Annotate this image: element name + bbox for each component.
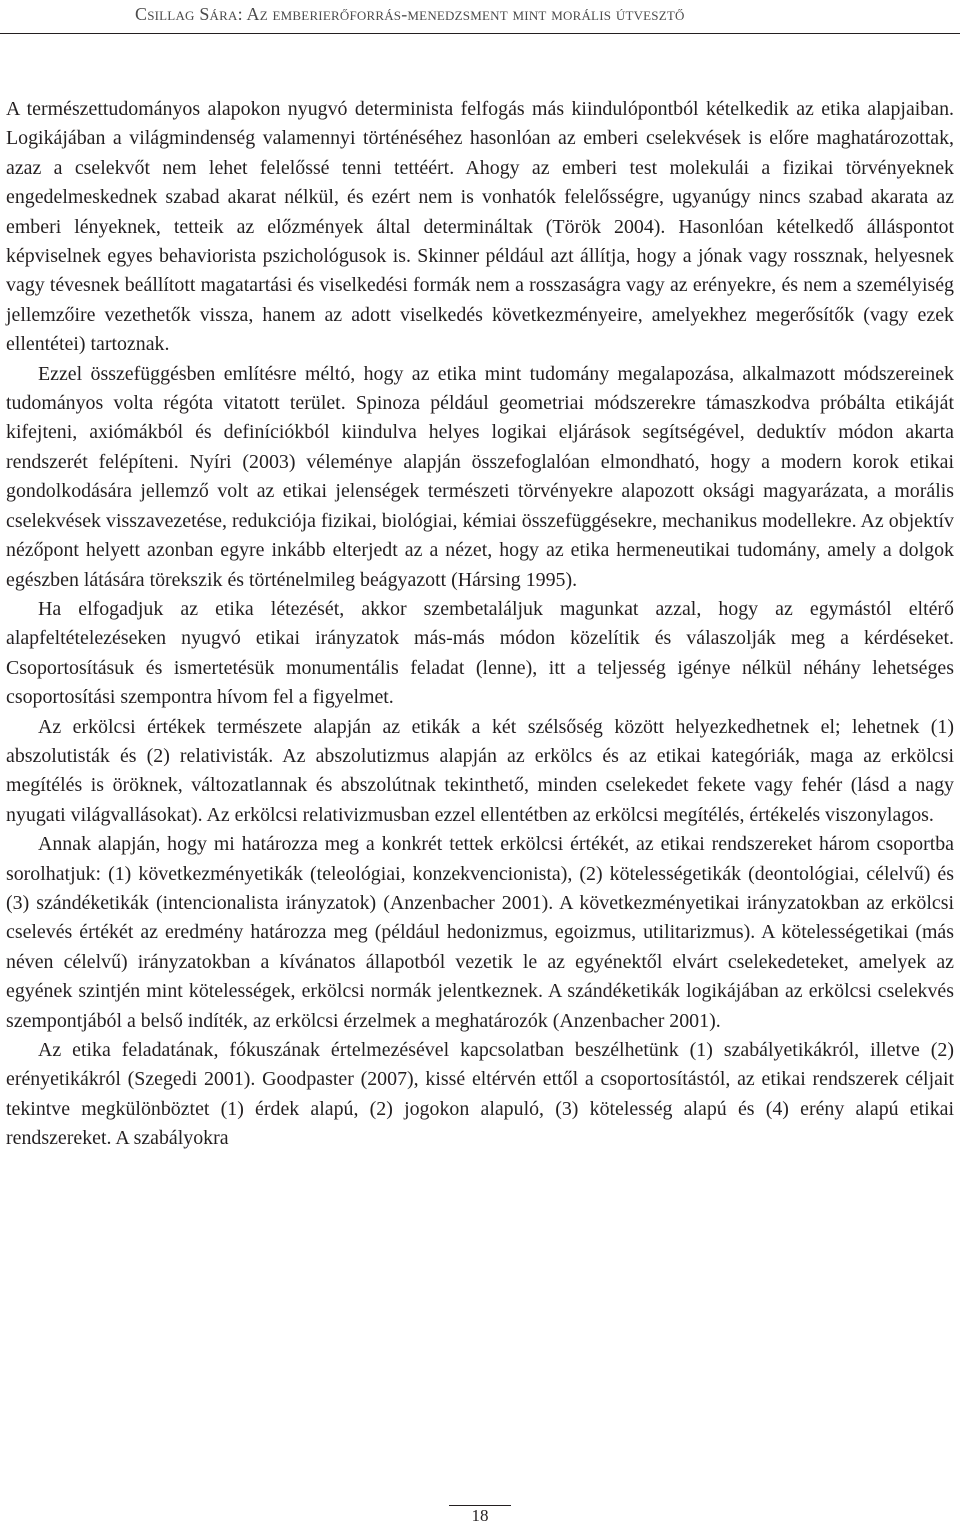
paragraph: Az etika feladatának, fókuszának értelmezésével kapcsolatban beszélhetünk (1) szabályetikákról, illetve (2) erényetikákról (Szegedi 2001). Goodpaster (2007), kissé eltérvén ettől a csoportosítástól, az etikai rendszerek céljait tekintve megkülönböztet (1) érdek alapú, (2) jogokon alapuló, (3) kötelesség alapú és (4) erény alapú etikai rendszereket. A szabályokra [6,1039,954,1150]
running-header [0,0,960,34]
running-title: Csillag Sára: Az emberierőforrás-menedzsment mint morális útvesztő [135,4,685,24]
paragraph: Ezzel összefüggésben említésre méltó, hogy az etika mint tudomány megalapozása, alkalmazott módszereinek tudományos volta régóta vitatott terület. Spinoza például geometriai módszerekre támaszkodva próbálta etikáját kifejteni, axiómákból és definíciókból kiindulva helyes logikai eljárások segítségével, deduktív módon akarta rendszerét felépíteni. Nyíri (2003) véleménye alapján összefoglalóan elmondható, hogy a modern korok etikai gondolkodására jellemző volt az etikai jelenségek természeti törvényekre alapozott oksági magyarázata, a morális cselekvések visszavezetése, redukciója fizikai, biológiai, kémiai összefüggésekre, mechanikus modellekre. Az objektív nézőpont helyett azonban egyre inkább elterjedt az a nézet, hogy az etika hermeneutikai tudomány, amely a dolgok egészben látására törekszik és történelmileg beágyazott (Hársing 1995). [6,362,954,591]
paragraph: Az erkölcsi értékek természete alapján az etikák a két szélsőség között helyezkedhetnek el; lehetnek (1) abszolutisták és (2) relativisták. Az abszolutizmus alapján az erkölcs és az etikai kategóriák, maga az erkölcsi megítélés is öröknek, változatlannak és abszolútnak tekinthető, minden cselekedet fekete vagy fehér (lásd a nagy nyugati világvallásokat). Az erkölcsi relativizmusban ezzel ellentétben az erkölcsi megítélés, értékelés viszonylagos. [6,715,954,826]
paragraph: Ha elfogadjuk az etika létezését, akkor szembetaláljuk magunkat azzal, hogy az egymástól eltérő alapfeltételezéseken nyugvó etikai irányzatok más-más módon közelítik és válaszolják meg a kérdéseket. Csoportosításuk és ismertetésük monumentális feladat (lenne), itt a teljesség igénye nélkül néhány lehetséges csoportosítási szempontra hívom fel a figyelmet. [6,597,954,709]
paragraph: Annak alapján, hogy mi határozza meg a konkrét tettek erkölcsi értékét, az etikai rendszereket három csoportba sorolhatjuk: (1) következményetikák (teleológiai, konzekvencionista), (2) kötelességetikák (deontológiai, célelvű) és (3) szándéketikák (intencionalista irányzatok) (Anzenbacher 2001). A következményetikai irányzatokban az erkölcsi cselevés értékét az eredmény határozza meg (például hedonizmus, egoizmus, utilitarizmus). A kötelességetikai (más néven célelvű) irányzatokban a kívánatos állapotból vezetik le az egyénektől elvárt cselekedeteket, amelyek az egyének szintjén mint kötelességek, erkölcsi normák jelentkeznek. A szándéketikák logikájában az erkölcsi cselekvés szempontjából a belső indíték, az erkölcsi érzelmek a meghatározók (Anzenbacher 2001). [6,833,954,1032]
paragraph: A természettudományos alapokon nyugvó determinista felfogás más kiindulópontból kételkedik az etika alapjaiban. Logikájában a világmindenség valamennyi történéséhez hasonlóan az emberi cselekvések is előre maghatározottak, azaz a cselekvőt nem lehet felelőssé tenni tettéért. Ahogy az emberi test molekulái a fizikai törvényeknek engedelmeskednek szabad akarat nélkül, és ezért nem is vonhatók felelősségre, ugyanúgy nincs szabad akarata az emberi lényeknek, tetteik az előzmények által determináltak (Török 2004). Hasonlóan kételkedő álláspontot képviselnek egyes behaviorista pszichológusok is. Skinner például azt állítja, hogy a jónak vagy rossznak, helyesnek vagy tévesnek beállított magatartási és viselkedési formák nem a rosszaságra vagy az erényekre, és nem a személyiség jellemzőire vezethetők vissza, hanem az adott viselkedés következményeire, amelyekhez megerősítők (vagy ezek ellentétei) tartoznak. [6,98,954,356]
page-number: 18 [471,1506,489,1525]
body-text [6,95,954,1154]
